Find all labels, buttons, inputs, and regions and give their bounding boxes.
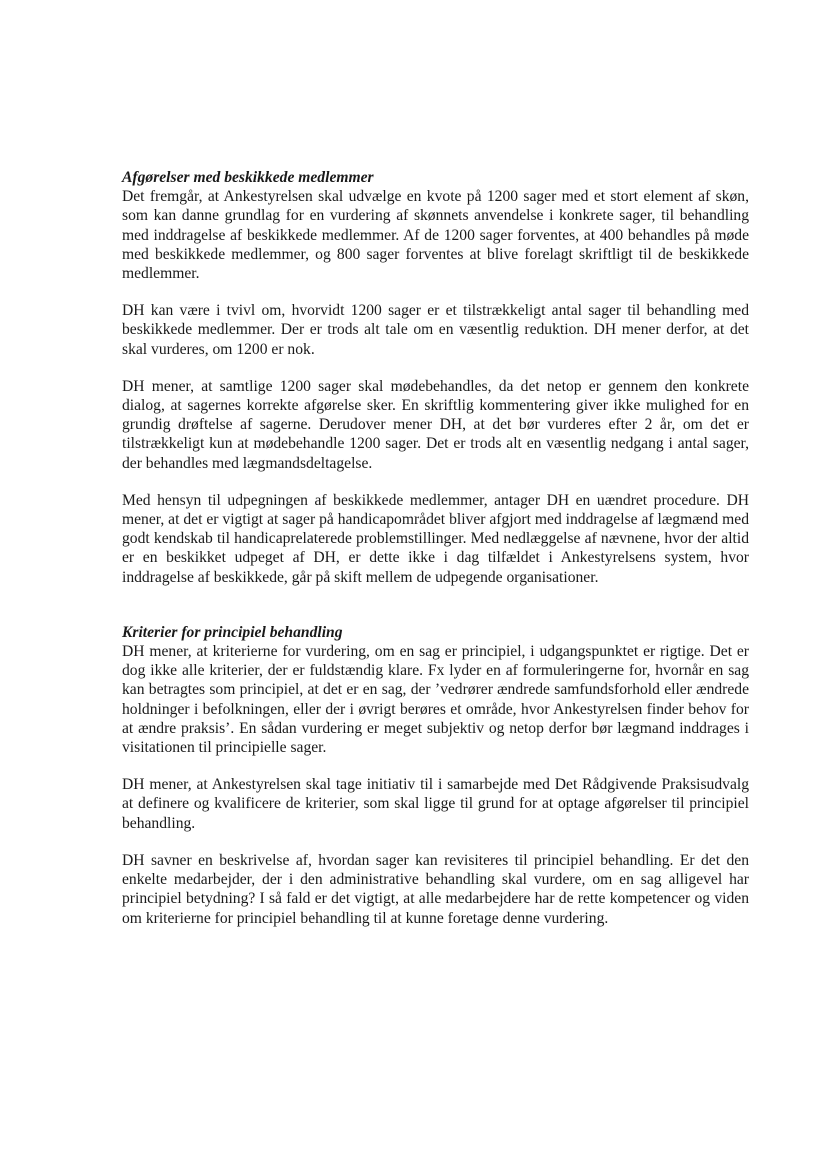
paragraph: DH mener, at kriterierne for vurdering, om en sag er principiel, i udgangspunktet er rigtige. Det er dog ikke alle kriterier, der er fuldstændig klare. Fx lyder en af formuleringerne for, hvornår en sag kan betragtes som principiel, at det er en sag, der ’vedrører ændrede samfundsforhold eller ændrede holdninger i befolkningen, eller der i øvrigt berøres et område, hvor Ankestyrelsen finder behov for at ændre praksis’. En sådan vurdering er meget subjektiv og netop derfor bør lægmand inddrages i visitationen til principielle sager. [122,643,749,757]
section-beskikkede [122,168,749,587]
paragraph: DH mener, at samtlige 1200 sager skal mødebehandles, da det netop er gennem den konkrete dialog, at sagernes korrekte afgørelse sker. En skriftlig kommentering giver ikke mulighed for en grundig drøftelse af sagerne. Derudover mener DH, at det bør vurderes efter 2 år, om det er tilstrækkeligt kun at mødebehandle 1200 sager. Det er trods alt en væsentlig nedgang i antal sager, der behandles med lægmandsdeltagelse. [122,377,749,472]
paragraph: DH kan være i tvivl om, hvorvidt 1200 sager er et tilstrækkeligt antal sager til behandling med beskikkede medlemmer. Der er trods alt tale om en væsentlig reduktion. DH mener derfor, at det skal vurderes, om 1200 er nok. [122,302,749,358]
section-divider [122,605,749,623]
paragraph: DH mener, at Ankestyrelsen skal tage initiativ til i samarbejde med Det Rådgivende Praksisudvalg at definere og kvalificere de kriterier, som skal ligge til grund for at optage afgørelser til principiel behandling. [122,776,749,832]
section-heading: Kriterier for principiel behandling [122,623,343,641]
section-kriterier [122,623,749,928]
paragraph: Det fremgår, at Ankestyrelsen skal udvælge en kvote på 1200 sager med et stort element af skøn, som kan danne grundlag for en vurdering af skønnets anvendelse i konkrete sager, til behandling med inddragelse af beskikkede medlemmer. Af de 1200 sager forventes, at 400 behandles på møde med beskikkede medlemmer, og 800 sager forventes at blive forelagt skriftligt til de beskikkede medlemmer. [122,188,749,283]
section-heading: Afgørelser med beskikkede medlemmer [122,169,374,186]
paragraph: DH savner en beskrivelse af, hvordan sager kan revisiteres til principiel behandling. Er det den enkelte medarbejder, der i den administrative behandling skal vurdere, om en sag alligevel har principiel betydning? I så fald er det vigtigt, at alle medarbejdere har de rette kompetencer og viden om kriterierne for principiel behandling til at kunne foretage denne vurdering. [122,851,749,927]
paragraph: Med hensyn til udpegningen af beskikkede medlemmer, antager DH en uændret procedure. DH mener, at det er vigtigt at sager på handicapområdet bliver afgjort med inddragelse af lægmænd med godt kendskab til handicaprelaterede problemstillinger. Med nedlæggelse af nævnene, hvor der altid er en beskikket udpeget af DH, er dette ikke i dag tilfældet i Ankestyrelsens system, hvor inddragelse af beskikkede, går på skift mellem de udpegende organisationer. [122,491,749,586]
document-page [122,168,749,946]
